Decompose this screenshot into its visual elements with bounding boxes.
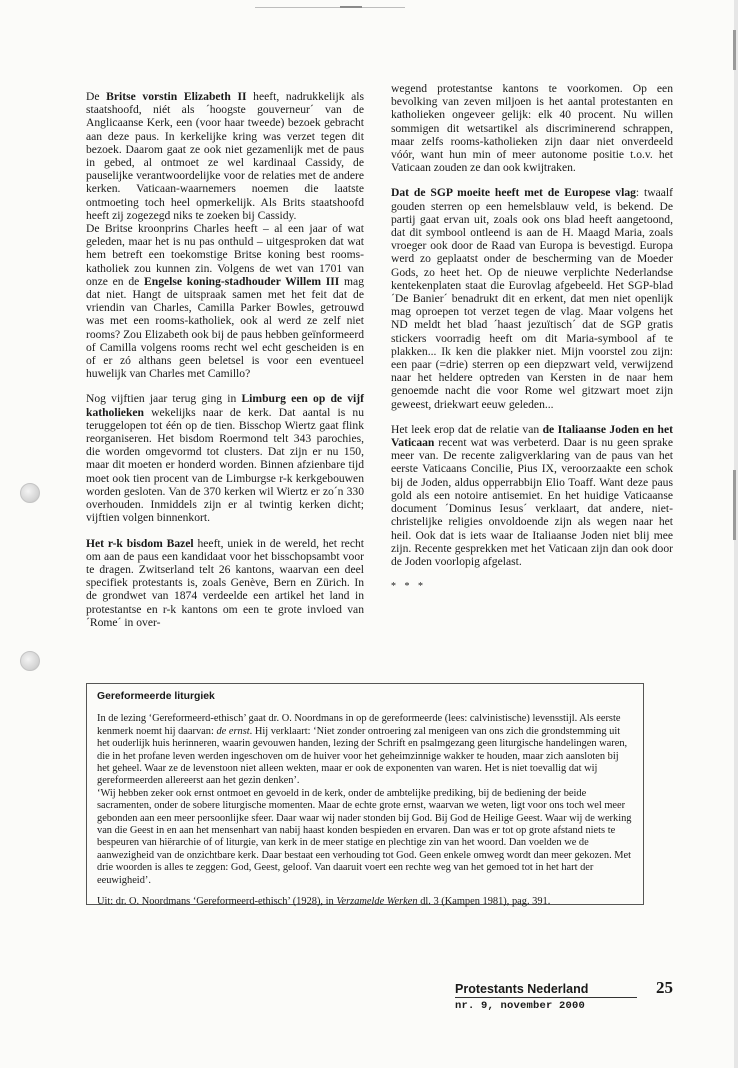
- bold-lead: Het r-k bisdom Bazel: [86, 536, 194, 550]
- text: recent wat was verbeterd. Daar is nu geen sprake meer van. De recente zaligverklaring van de paus van het eerste Vaticaans Concilie, Pius IX, veroorzaakte een schok bij de Joden, aldus opperrabbijn Elio Toaff. Want deze paus gold als een notoire antisemiet. En het huidige Vaticaanse document ´Dominus Iesus´ verklaart, dat andere, niet-christelijke religies onvoldoende zijn als wegen naar het heil. Ook dat is iets waar de Italiaanse Joden niet blij mee zijn. Recente gesprekken met het Vaticaan zijn dan ook door de Joden voorlopig afgelast.: [391, 436, 673, 568]
- box-source: [97, 896, 633, 908]
- text: . Hij verklaart: ‘Niet zonder ontroering zal menigeen van ons zich die grondstemming uit het ouderlijk huis herinneren, waarin gevouwen handen, lezing der Schrift en psalmgezang geen liturgische handelingen waren, die in het profane leven werden ingeschoven om de huiver voor het geheimzinnige wakker te houden, maar zich aansloten bij het geheel. Waar ze de levenstoon niet alleen wekten, maar er ook de exponenten van waren. Het is niet toevallig dat wij gereformeerden allereerst aan het gezin denken’.: [97, 725, 628, 787]
- paragraph-limburg: [86, 392, 364, 524]
- footer-rule: [455, 997, 637, 998]
- paragraph-charles: [86, 222, 364, 380]
- punch-hole-bottom: [20, 651, 40, 671]
- paragraph-sgp-vlag: [391, 186, 673, 410]
- header-rule-mark: [340, 6, 362, 8]
- emphasis: de ernst: [216, 725, 250, 737]
- text: Nog vijftien jaar terug ging in: [86, 392, 242, 406]
- text: heeft, nadrukkelijk als staatshoofd, niét als ´hoogste gouverneur´ van de Anglicaanse Kerk, een (voor haar tweede) bezoek gebracht aan deze paus. In kerkelijke kring was verzet tegen dit bezoek. Daarom gaat ze ook niet gezamenlijk met de paus in gebed, al ontmoet ze wel kardinaal Cassidy, de pauselijke verantwoordelijke voor de relaties met de andere kerken. Vaticaan-waarnemers noemen die laatste ontmoeting toch heel opmerkelijk. Als Brits staatshoofd heeft zij zogezegd niks te zoeken bij Cassidy.: [86, 90, 365, 222]
- paragraph-italiaanse-joden: [391, 423, 673, 568]
- punch-hole-top: [20, 483, 40, 503]
- right-column: [391, 82, 673, 605]
- bold-lead: de Italiaanse Joden en het Vaticaan: [391, 422, 673, 450]
- paragraph-elizabeth: [86, 90, 364, 222]
- section-separator: * * *: [391, 581, 426, 593]
- text: De Britse kroonprins Charles heeft – al een jaar of wat geleden, maar het is nu pas onthuld – uitgesproken dat wat hem betreft een toekomstige Britse koning best rooms-katholiek zou kunnen zin. Volgens de wet van 1701 van onze en de: [86, 222, 364, 288]
- publication-title: Protestants Nederland: [455, 982, 589, 996]
- box-paragraph-1: [97, 713, 633, 787]
- text: In de lezing ‘Gereformeerd-ethisch’ gaat dr. O. Noordmans in op de gereformeerde (lees: calvinistische) levensstijl. Als eerste kenmerk noemt hij daarvan:: [97, 713, 621, 737]
- box-title: Gereformeerde liturgiek: [97, 691, 215, 702]
- bold-lead: Dat de SGP moeite heeft met de Europese vlag: [391, 186, 636, 200]
- text: dl. 3 (Kampen 1981), pag. 391.: [417, 896, 551, 908]
- box-paragraph-2: ‘Wij hebben zeker ook ernst ontmoet en gevoeld in de kerk, onder de ambtelijke prediking, bij de bediening der beide sacramenten, onder de sobere liturgische momenten. Maar de echte grote ernst, waarvan we weten, ligt voor ons toch wel meer gebonden aan een meer persoonlijke sfeer. Daar waar wij nader stonden bij God. Bij God de Heilige Geest. Waar wij de werking van die Geest in en aan het mensenhart van nabij haast konden bespieden en ervaren. Dan was er tot op grote afstand niets te bespeuren van hiërarchie of of liturgie, van kerk in de meer statige en plechtige zin van het woord. Dan voelden we de aanwezigheid van de onzichtbare kerk. Daar bestaat een verhouding tot God. Geen enkele omweg wordt dan meer gekozen. Met drie woorden is alles te zeggen: God, Geest, geloof. Van daaruit voert een rechte weg van het gemoed tot in het hart der eeuwigheid’.: [97, 787, 632, 886]
- text: heeft, uniek in de wereld, het recht om aan de paus een kandidaat voor het bisschopsambt voor te dragen. Zwitserland telt 26 kantons, waarvan een deel specifiek protestants is, zoals Genève, Bern en Zürich. In de grondwet van 1874 verdeelde een artikel het land in protestantse en r-k kantons om een te grote invloed van ´Rome´ in over-: [86, 536, 364, 629]
- text: : twaalf gouden sterren op een hemelsblauw veld, is bekend. De partij gaat ervan uit, zoals ook ons blad heeft aangetoond, dat dit symbool ontleend is aan de H. Maagd Maria, zoals vroeger ook door de Raad van Europa is bevestigd. Europa werd zo geplaatst onder de bescherming van de Moeder Gods, zo heet het. Op de nieuwe verplichte Nederlandse kentekenplaten staat die Eurovlag afgebeeld. Het SGP-blad ´De Banier´ benadrukt dit en erkent, dat men niet openlijk mag oproepen tot verzet tegen de vlag. Maar volgens het ND meldt het blad ´haast jezuïtisch´ dat de SGP gratis stickers voorradig heeft om dit Maria-symbool af te plakken... Ik ken die plakker niet. Mijn voorstel zou zijn: een paar (=drie) sterren op een diepzwart veld, verwijzend naar het heldere optreden van Kersten in de naar hem genoemde nacht die voor Rome wel gitzwart moet zijn geweest, driekwart eeuw geleden...: [391, 186, 673, 411]
- page-number: 25: [656, 978, 673, 997]
- page-edge-mark: [733, 30, 736, 70]
- text: De: [86, 90, 107, 103]
- bold-lead: Engelse koning-stadhouder Willem III: [144, 274, 340, 288]
- text: Het leek erop dat de relatie van: [391, 422, 543, 436]
- issue-line: nr. 9, november 2000: [455, 1000, 586, 1012]
- text: mag dat niet. Hangt de uitspraak samen met het feit dat de vriendin van Charles, Camilla Parker Bowles, getrouwd was met een rooms-katholiek, ook al werd ze zelf niet rooms? Zou Elizabeth ook bij de paus hebben geïnformeerd of Camilla volgens rooms recht wel echt gescheiden is en of er zó althans geen beletsel is voor een eventueel huwelijk van Charles met Camillo?: [86, 274, 365, 381]
- paragraph-bazel-continued: wegend protestantse kantons te voorkomen. Op een bevolking van zeven miljoen is het aantal protestanten en katholieken ongeveer gelijk: elk 40 procent. Nu willen sommigen dit wetsartikel als discriminerend schrappen, maar zelfs rooms-katholieken zijn daar niet onverdeeld vóór, want hun min of meer autonome positie t.o.v. het Vaticaan zouden ze dan ook kwijtraken.: [391, 82, 673, 175]
- left-column: [86, 90, 364, 641]
- text: wekelijks naar de kerk. Dat aantal is nu teruggelopen tot één op de tien. Bisschop Wiertz gaat flink reorganiseren. Het bisdom Roermond telt 343 parochies, die worden omgevormd tot clusters. Dat zijn er nu 150, maar dit moeten er honderd worden. Binnen afzienbare tijd moet ook tien procent van de Limburgse r-k kerkgebouwen worden gesloten. Van de 370 kerken wil Wiertz er zo´n 330 overhouden. Inmiddels zijn er al twintig kerken dicht; vijftien volgen binnenkort.: [86, 405, 364, 525]
- text: Uit: dr. O. Noordmans ‘Gereformeerd-ethisch’ (1928), in: [97, 896, 337, 908]
- bold-lead: Britse vorstin Elizabeth II: [106, 90, 247, 103]
- page-edge-mark: [733, 470, 736, 540]
- emphasis: Verzamelde Werken: [336, 896, 418, 908]
- bold-lead: Limburg een op de vijf katholieken: [86, 392, 364, 419]
- sidebar-box-liturgiek: [86, 683, 644, 908]
- paragraph-bazel: [86, 537, 364, 629]
- header-rule: [255, 7, 405, 8]
